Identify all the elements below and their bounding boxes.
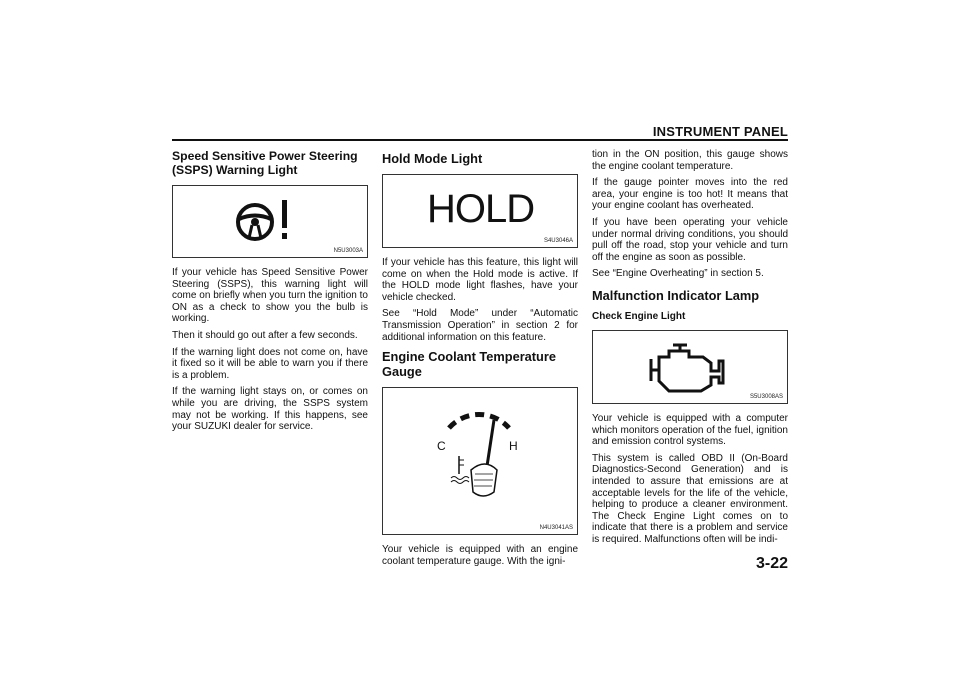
- ssps-paragraph: If the warning light does not come on, have it fixed so it will be able to warn you if there is a problem.: [172, 346, 368, 381]
- ssps-paragraph: Then it should go out after a few seconds.: [172, 329, 358, 341]
- header-rule: [172, 139, 788, 141]
- check-engine-subheading: Check Engine Light: [592, 310, 686, 322]
- ssps-heading: Speed Sensitive Power Steering (SSPS) Warning Light: [172, 149, 358, 177]
- coolant-paragraph-cont: If the gauge pointer moves into the red area, your engine is too hot! It means that your engine coolant has overheated.: [592, 177, 788, 212]
- coolant-figure-code: N4U3041AS: [539, 525, 573, 532]
- header-title: INSTRUMENT PANEL: [652, 124, 788, 139]
- gauge-h-label: H: [509, 439, 518, 454]
- hold-paragraph: If your vehicle has this feature, this light will come on when the Hold mode is active. If the HOLD mode light flashes, have your vehicle checked.: [382, 257, 578, 303]
- ssps-paragraph: If your vehicle has Speed Sensitive Power Steering (SSPS), this warning light will come on briefly when you turn the ignition to ON as a check to show you the bulb is working.: [172, 267, 368, 325]
- coolant-paragraph-cont: tion in the ON position, this gauge shows the engine coolant temperature.: [592, 149, 788, 172]
- check-engine-figure-code: S5U3008AS: [749, 393, 783, 400]
- hold-heading: Hold Mode Light: [382, 151, 483, 166]
- coolant-heading: Engine Coolant Temperature Gauge: [382, 349, 556, 380]
- coolant-temperature-icon: [451, 456, 469, 484]
- ssps-figure: [172, 185, 368, 258]
- mil-paragraph: This system is called OBD II (On-Board Diagnostics-Second Generation) and is intended to assure that emissions are at acceptable levels for the life of the vehicle, helping to produce a cleaner environment. The Check Engine Light comes on to indicate that there is a problem and service is required. Malfunctions often will be indi-: [592, 452, 788, 545]
- column-ssps: [172, 149, 368, 438]
- check-engine-icon: [593, 331, 787, 403]
- coolant-paragraph-cont: See “Engine Overheating” in section 5.: [592, 268, 764, 280]
- column-gauge-and-mil: [592, 149, 788, 550]
- coolant-paragraph: Your vehicle is equipped with an engine coolant temperature gauge. With the igni-: [382, 544, 578, 567]
- hold-figure-code: S4U3046A: [543, 238, 573, 244]
- steering-warning-icon: [173, 186, 367, 257]
- hold-figure: [382, 174, 578, 248]
- mil-paragraph: Your vehicle is equipped with a computer which monitors operation of the fuel, ignition and emission control systems.: [592, 412, 788, 448]
- hold-paragraph: See “Hold Mode” under “Automatic Transmission Operation” in section 2 for additional information on this feature.: [382, 308, 578, 343]
- ssps-paragraph: If the warning light stays on, or comes on while you are driving, the SSPS system may not be working. If this happens, see your SUZUKI dealer for service.: [172, 386, 368, 433]
- coolant-paragraph-cont: If you have been operating your vehicle under normal driving conditions, you should pull off the road, stop your vehicle and turn off the engine as soon as possible.: [592, 216, 788, 263]
- column-hold-and-coolant: [382, 149, 578, 572]
- page-number: 3-22: [755, 555, 788, 572]
- gauge-c-label: C: [437, 439, 446, 454]
- coolant-gauge-figure: [382, 387, 578, 535]
- ssps-figure-code: N5U3003A: [333, 248, 363, 254]
- mil-heading: Malfunction Indicator Lamp: [592, 287, 760, 303]
- hold-indicator-text: HOLD: [427, 187, 535, 231]
- check-engine-figure: [592, 330, 788, 404]
- coolant-gauge-icon: [383, 388, 577, 534]
